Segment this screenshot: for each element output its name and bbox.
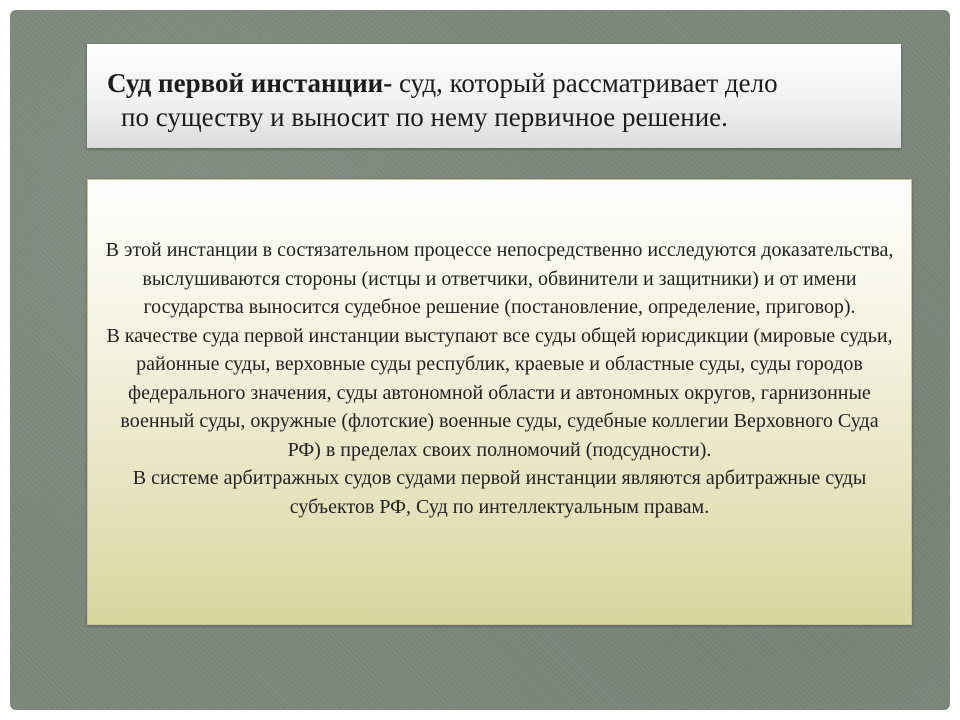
title-definition-continued: по существу и выносит по нему первичное решение. xyxy=(121,102,728,132)
title-definition: суд, который рассматривает дело xyxy=(392,68,778,98)
slide xyxy=(10,10,950,710)
paragraph-arbitration-courts: В системе арбитражных судов судами первой инстанции являются арбитражные суды субъектов РФ, Суд по интеллектуальным правам. xyxy=(132,467,867,518)
paragraph-first-instance-process: В этой инстанции в состязательном процессе непосредственно исследуются доказательства, выслушиваются стороны (истцы и ответчики, обвинители и защитники) и от имени государства выносится судебное решение (постановление, определение, приговор). xyxy=(105,239,894,318)
slide-title xyxy=(107,66,881,134)
title-term: Суд первой инстанции- xyxy=(107,68,393,98)
title-box xyxy=(87,44,901,148)
content-text xyxy=(102,236,897,521)
content-box xyxy=(87,179,912,625)
paragraph-general-jurisdiction-courts: В качестве суда первой инстанции выступают все суды общей юрисдикции (мировые судьи, районные суды, верховные суды республик, краевые и областные суды, суды городов федерального значения, суды автономной области и автономных округов, гарнизонные военный суды, окружные (флотские) военные суды, судебные коллегии Верховного Суда РФ) в пределах своих полномочий (подсудности). xyxy=(106,324,893,461)
